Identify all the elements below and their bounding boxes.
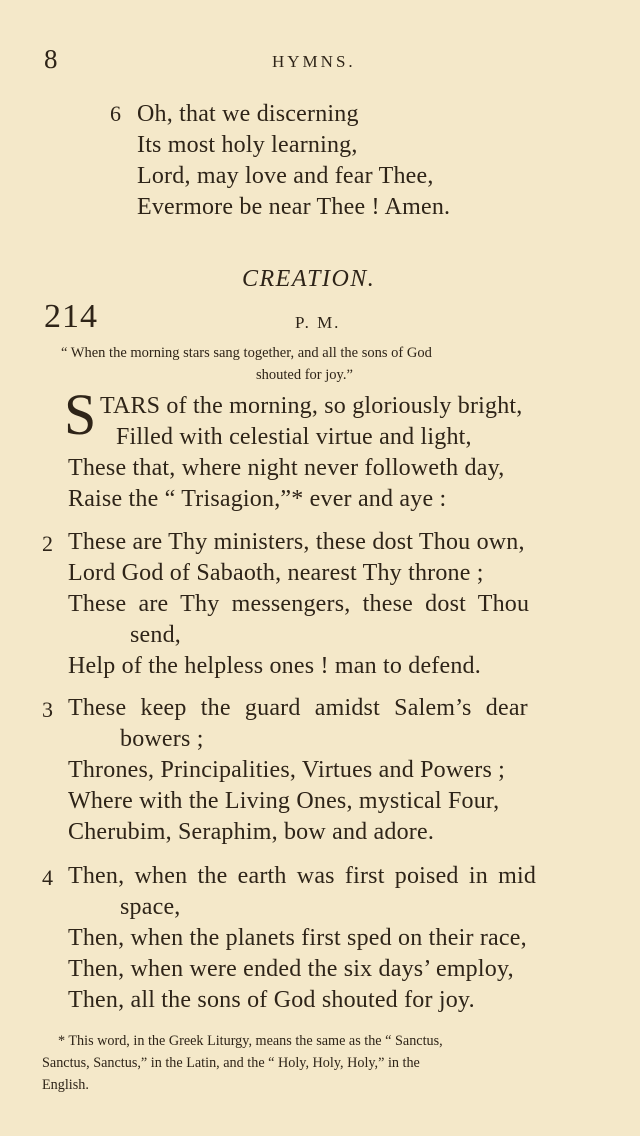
verse-line: These keep the guard amidst Salem’s dear: [68, 695, 528, 721]
verse-line: Then, when were ended the six days’ employ,: [68, 956, 514, 982]
verse-line: Thrones, Principalities, Virtues and Powers ;: [68, 757, 506, 783]
verse-line: send,: [130, 622, 181, 648]
hymn-number: 214: [44, 298, 98, 335]
verse-line: Lord, may love and fear Thee,: [137, 163, 434, 189]
verse-line: Filled with celestial virtue and light,: [116, 424, 472, 450]
verse-line: Cherubim, Seraphim, bow and adore.: [68, 819, 435, 845]
footnote-line: English.: [42, 1077, 89, 1093]
running-head: HYMNS.: [272, 52, 356, 71]
verse-line: space,: [120, 894, 181, 920]
section-title: CREATION.: [242, 266, 376, 292]
drop-cap: S: [64, 382, 97, 447]
stanza-number: 4: [42, 865, 54, 890]
stanza-number: 6: [110, 101, 122, 126]
page-number: 8: [44, 44, 58, 74]
verse-line: Lord God of Sabaoth, nearest Thy throne ;: [68, 560, 484, 586]
verse-line: Then, when the earth was first poised in mid: [68, 863, 537, 889]
verse-line: Where with the Living Ones, mystical Four,: [68, 788, 500, 814]
verse-line: Oh, that we discerning: [137, 101, 359, 127]
verse-line: Help of the helpless ones ! man to defend.: [68, 653, 481, 679]
epigraph-line: “ When the morning stars sang together, and all the sons of God: [61, 345, 432, 361]
epigraph-line: shouted for joy.”: [256, 367, 353, 383]
verse-line: Evermore be near Thee ! Amen.: [137, 194, 451, 220]
stanza-number: 2: [42, 531, 54, 556]
verse-line: Then, when the planets first sped on their race,: [68, 925, 527, 951]
verse-line: bowers ;: [120, 726, 204, 752]
verse-line: Then, all the sons of God shouted for joy.: [68, 987, 475, 1013]
verse-line: TARS of the morning, so gloriously bright,: [100, 393, 523, 419]
verse-line: Raise the “ Trisagion,”* ever and aye :: [68, 486, 447, 512]
verse-line: These are Thy messengers, these dost Thou: [68, 591, 530, 617]
verse-line: These are Thy ministers, these dost Thou own,: [68, 529, 525, 555]
verse-line: Its most holy learning,: [137, 132, 358, 158]
footnote-line: * This word, in the Greek Liturgy, means the same as the “ Sanctus,: [58, 1033, 443, 1049]
footnote-line: Sanctus, Sanctus,” in the Latin, and the “ Holy, Holy, Holy,” in the: [42, 1055, 420, 1071]
verse-line: These that, where night never followeth day,: [68, 455, 505, 481]
stanza-number: 3: [42, 697, 54, 722]
hymn-meter: P. M.: [295, 313, 341, 332]
